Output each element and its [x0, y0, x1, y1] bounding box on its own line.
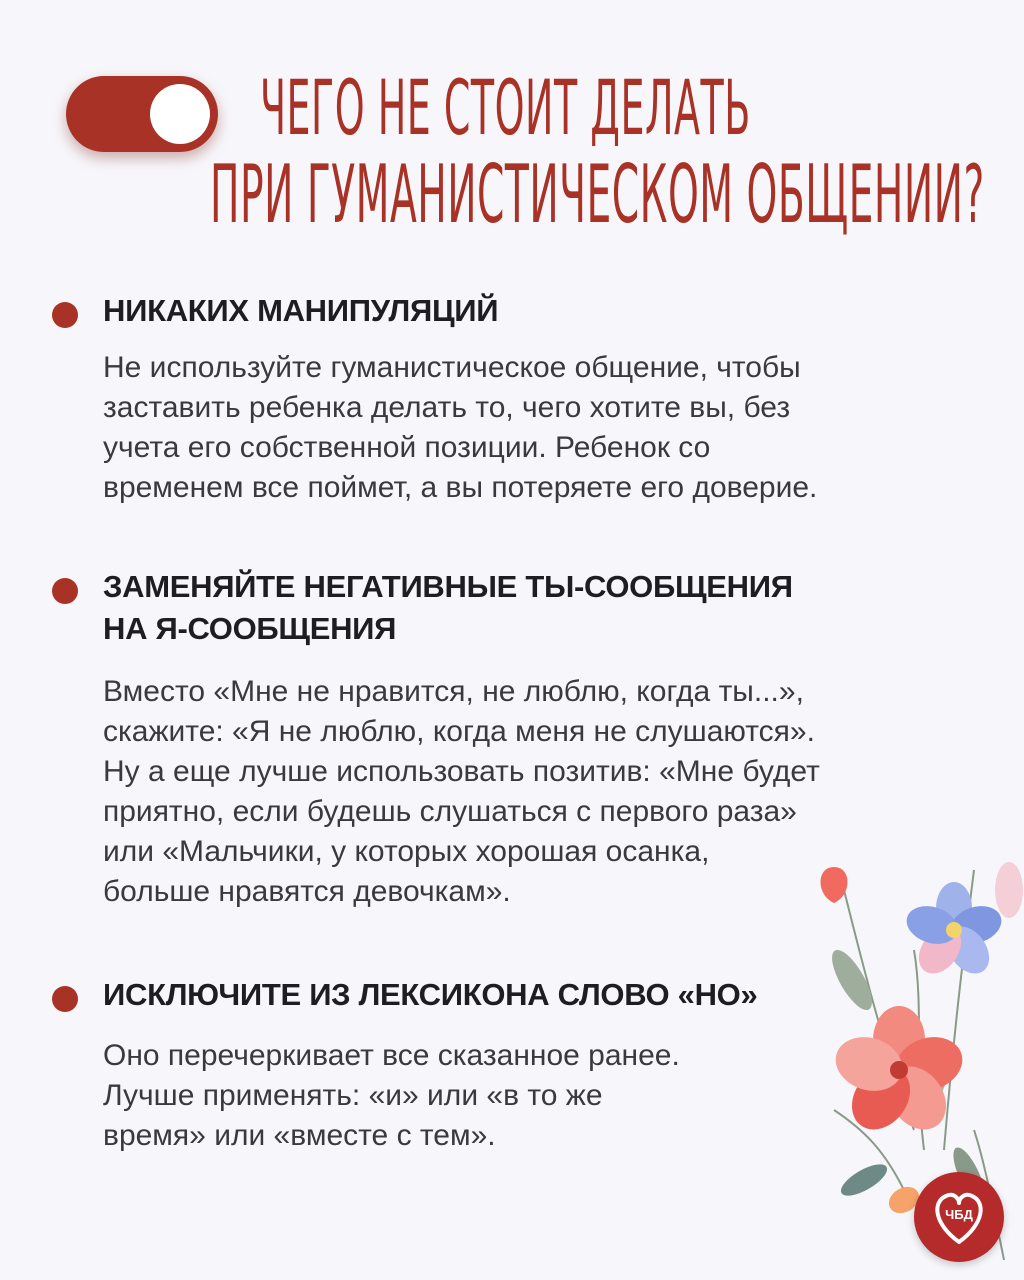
toggle-switch-graphic [66, 76, 218, 152]
tip-body-line: или «Мальчики, у которых хорошая осанка, [103, 835, 710, 868]
tip-heading [103, 566, 793, 650]
tip-body-line: приятно, если будешь слушаться с первого раза» [103, 795, 797, 828]
tip-heading-line: ИСКЛЮЧИТЕ ИЗ ЛЕКСИКОНА СЛОВО «НО» [103, 977, 758, 1012]
tip-body-line: Не используйте гуманистическое общение, чтобы [103, 351, 801, 384]
tip-heading-line: НА Я-СООБЩЕНИЯ [103, 611, 397, 646]
toggle-knob [150, 84, 210, 144]
tip-body-line: Оно перечеркивает все сказанное ранее. [103, 1039, 680, 1072]
tip-body-line: время» или «вместе с тем». [103, 1119, 496, 1152]
tip-body [103, 348, 817, 508]
tip-heading [103, 974, 757, 1016]
tip-heading [103, 290, 498, 332]
brand-logo [914, 1172, 1004, 1262]
bullet-dot [52, 578, 78, 604]
tip-body-line: Вместо «Мне не нравится, не люблю, когда ты...», [103, 675, 804, 708]
tip-body [103, 672, 820, 912]
tip-body-line: Лучше применять: «и» или «в то же [103, 1079, 603, 1112]
tip-heading-line: НИКАКИХ МАНИПУЛЯЦИЙ [103, 293, 499, 328]
tip-body-line: временем все поймет, а вы потеряете его доверие. [103, 471, 818, 504]
tip-body-line: больше нравятся девочкам». [103, 875, 511, 908]
tip-body-line: скажите: «Я не люблю, когда меня не слушаются». [103, 715, 815, 748]
tip-body-line: Ну а еще лучше использовать позитив: «Мне будет [103, 755, 820, 788]
bullet-dot [52, 986, 78, 1012]
tip-body [103, 1036, 680, 1156]
tip-body-line: заставить ребенка делать то, чего хотите вы, без [103, 391, 791, 424]
bullet-dot [52, 302, 78, 328]
page-title-line-1: ЧЕГО НЕ СТОИТ ДЕЛАТЬ [260, 63, 751, 152]
page-title-line-2: ПРИ ГУМАНИСТИЧЕСКОМ ОБЩЕНИИ? [210, 148, 985, 241]
logo-text: ЧБД [945, 1207, 973, 1222]
tip-heading-line: ЗАМЕНЯЙТЕ НЕГАТИВНЫЕ ТЫ-СООБЩЕНИЯ [103, 569, 793, 604]
tip-body-line: учета его собственной позиции. Ребенок со [103, 431, 711, 464]
